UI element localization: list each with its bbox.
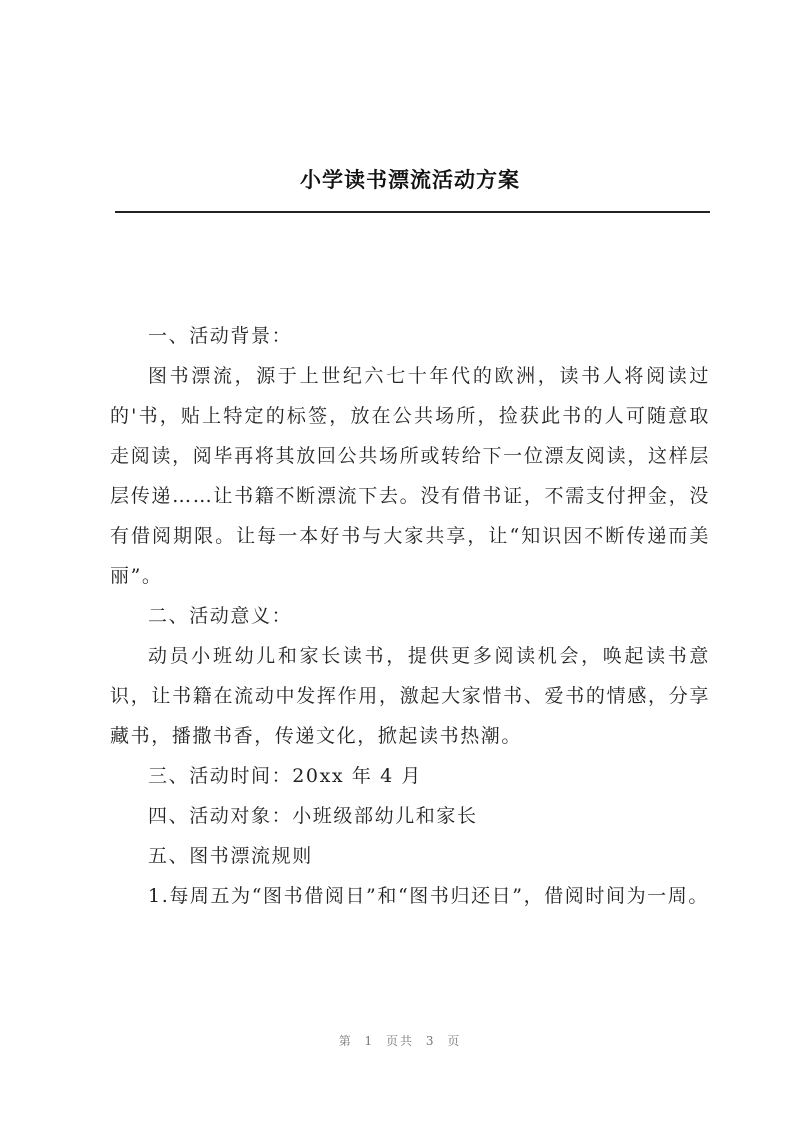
paragraph-significance: 动员小班幼儿和家长读书，提供更多阅读机会，唤起读书意识，让书籍在流动中发挥作用，激起大家惜书、爱书的情感，分享藏书，播撒书香，传递文化，掀起读书热潮。 xyxy=(110,645,710,747)
section-activity-time: 三、活动时间：20xx 年 4 月 xyxy=(148,765,423,787)
page-number-footer: 第 1 页共 3 页 xyxy=(338,1034,462,1048)
section-heading-background: 一、活动背景： xyxy=(148,325,293,347)
paragraph-rule-1: 1.每周五为“图书借阅日”和“图书归还日”，借阅时间为一周。 xyxy=(148,885,709,907)
section-heading-significance: 二、活动意义： xyxy=(148,605,293,627)
document-title: 小学读书漂流活动方案 xyxy=(300,167,520,192)
title-divider xyxy=(115,211,710,213)
section-activity-target: 四、活动对象：小班级部幼儿和家长 xyxy=(148,805,478,827)
section-heading-rules: 五、图书漂流规则 xyxy=(148,845,313,867)
paragraph-background: 图书漂流，源于上世纪六七十年代的欧洲，读书人将阅读过的'书，贴上特定的标签，放在公共场所，捡获此书的人可随意取走阅读，阅毕再将其放回公共场所或转给下一位漂友阅读，这样层层传递……让书籍不断漂流下去。没有借书证，不需支付押金，没有借阅期限。让每一本好书与大家共享，让“知识因不断传递而美丽”。 xyxy=(110,365,710,587)
document-body xyxy=(110,316,710,916)
